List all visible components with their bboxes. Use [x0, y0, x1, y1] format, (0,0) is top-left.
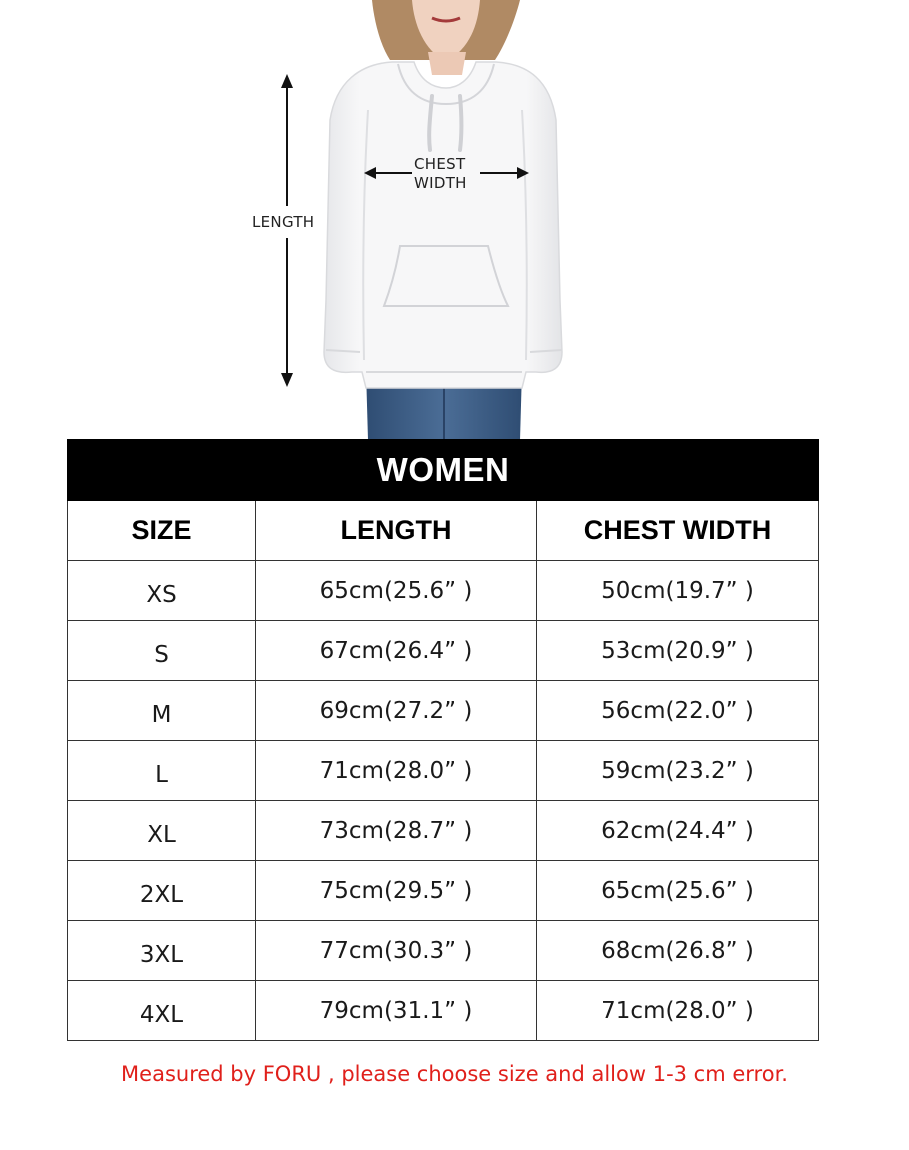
size-cell: 3XL — [68, 921, 256, 981]
length-cell: 67cm(26.4” ) — [256, 621, 537, 681]
length-cell: 79cm(31.1” ) — [256, 981, 537, 1041]
table-row — [68, 561, 819, 621]
chest-width-label — [414, 155, 467, 193]
table-row — [68, 861, 819, 921]
length-label: LENGTH — [252, 213, 315, 231]
chest-label-line2: WIDTH — [414, 174, 467, 192]
measurement-note: Measured by FORU , please choose size and allow 1-3 cm error. — [121, 1062, 788, 1086]
size-cell: S — [68, 621, 256, 681]
length-cell: 77cm(30.3” ) — [256, 921, 537, 981]
size-cell: L — [68, 741, 256, 801]
column-header-size: SIZE — [68, 501, 256, 561]
chest-width-cell: 53cm(20.9” ) — [537, 621, 819, 681]
size-cell: 4XL — [68, 981, 256, 1041]
column-header-length: LENGTH — [256, 501, 537, 561]
chest-width-cell: 71cm(28.0” ) — [537, 981, 819, 1041]
hoodie-illustration — [0, 0, 909, 440]
table-header-row — [68, 501, 819, 561]
table-title: WOMEN — [68, 440, 819, 501]
size-cell: XL — [68, 801, 256, 861]
table-row — [68, 681, 819, 741]
chest-width-cell: 68cm(26.8” ) — [537, 921, 819, 981]
chest-width-cell: 62cm(24.4” ) — [537, 801, 819, 861]
model-figure — [0, 0, 909, 440]
length-cell: 75cm(29.5” ) — [256, 861, 537, 921]
length-cell: 69cm(27.2” ) — [256, 681, 537, 741]
column-header-chest-width: CHEST WIDTH — [537, 501, 819, 561]
table-row — [68, 981, 819, 1041]
size-cell: M — [68, 681, 256, 741]
chest-width-cell: 56cm(22.0” ) — [537, 681, 819, 741]
chest-width-cell: 65cm(25.6” ) — [537, 861, 819, 921]
length-cell: 73cm(28.7” ) — [256, 801, 537, 861]
table-row — [68, 741, 819, 801]
size-cell: 2XL — [68, 861, 256, 921]
table-row — [68, 801, 819, 861]
size-chart-table — [67, 439, 819, 1041]
chest-width-cell: 59cm(23.2” ) — [537, 741, 819, 801]
length-cell: 71cm(28.0” ) — [256, 741, 537, 801]
table-row — [68, 921, 819, 981]
size-cell: XS — [68, 561, 256, 621]
chest-label-line1: CHEST — [414, 155, 466, 173]
chest-width-cell: 50cm(19.7” ) — [537, 561, 819, 621]
table-title-row — [68, 440, 819, 501]
length-cell: 65cm(25.6” ) — [256, 561, 537, 621]
table-row — [68, 621, 819, 681]
